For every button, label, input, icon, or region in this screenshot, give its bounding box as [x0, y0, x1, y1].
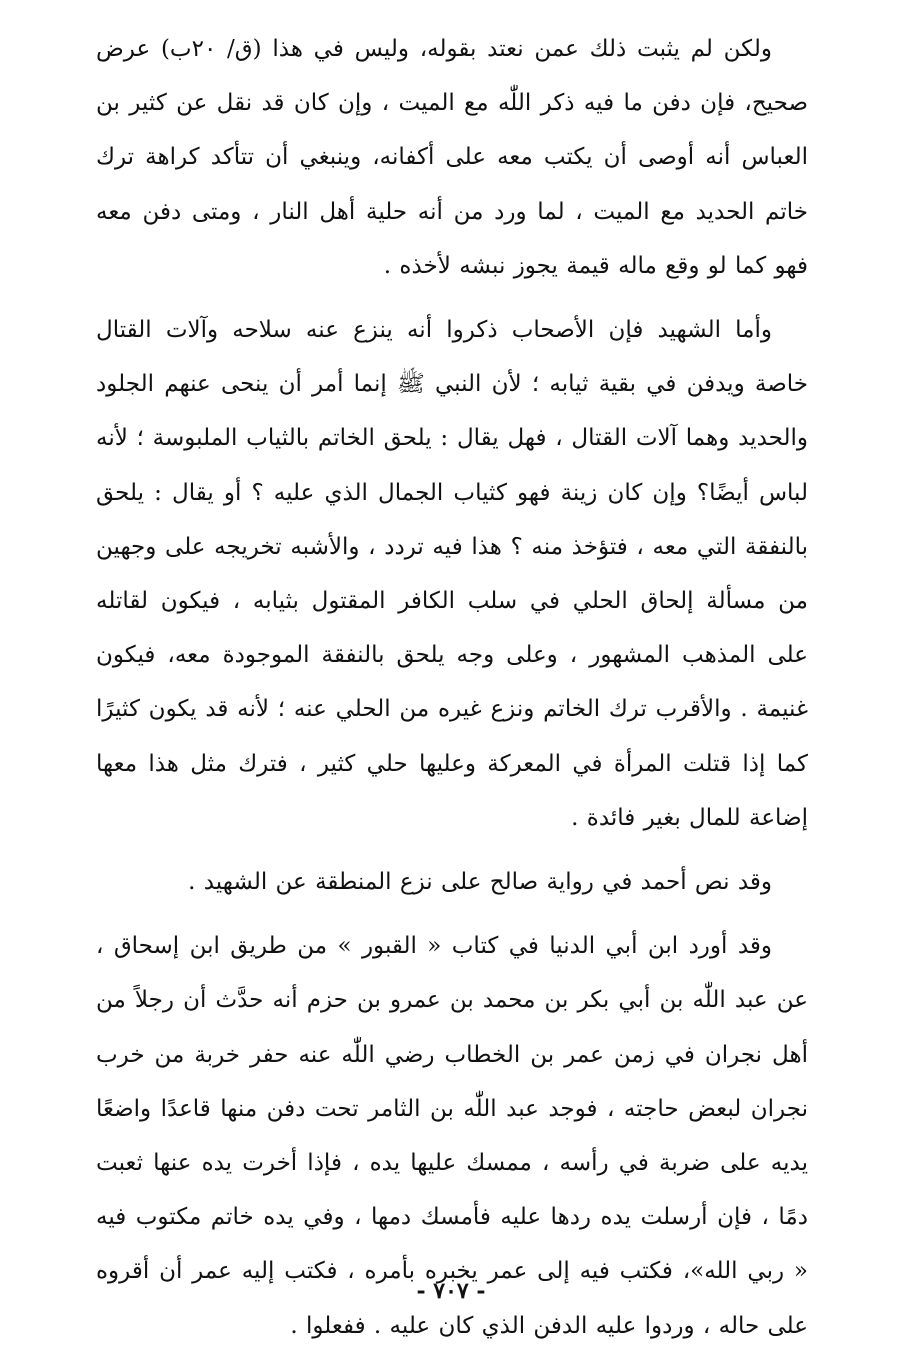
paragraph-4: وقد أورد ابن أبي الدنيا في كتاب « القبور » من طريق ابن إسحاق ، عن عبد اللّٰه بن أبي بكر بن محمد بن عمرو بن حزم أنه حدَّث أن رجلاً من أهل نجران في زمن عمر بن الخطاب رضي اللّٰه عنه حفر خربة من خرب نجران لبعض حاجته ، فوجد عبد اللّٰه بن الثامر تحت دفن منها قاعدًا واضعًا يديه على ضربة في رأسه ، ممسك عليها يده ، فإذا أخرت يده عنها ثعبت دمًا ، فإن أرسلت يده ردها عليه فأمسك دمها ، وفي يده خاتم مكتوب فيه « ربي الله»، فكتب فيه إلى عمر يخبره بأمره ، فكتب إليه عمر أن أقروه على حاله ، وردوا عليه الدفن الذي كان عليه . ففعلوا . — [96, 933, 808, 1339]
paragraph-2: وأما الشهيد فإن الأصحاب ذكروا أنه ينزع عنه سلاحه وآلات القتال خاصة ويدفن في بقية ثيابه ؛ لأن النبي ﷺ إنما أمر أن ينحى عنهم الجلود والحديد وهما آلات القتال ، فهل يقال : يلحق الخاتم بالثياب الملبوسة ؛ لأنه لباس أيضًا؟ وإن كان زينة فهو كثياب الجمال الذي عليه ؟ أو يقال : يلحق بالنفقة التي معه ، فتؤخذ منه ؟ هذا فيه تردد ، والأشبه تخريجه على وجهين من مسألة إلحاق الحلي في سلب الكافر المقتول بثيابه ، فيكون لقاتله على المذهب المشهور ، وعلى وجه يلحق بالنفقة الموجودة معه، فيكون غنيمة . والأقرب ترك الخاتم ونزع غيره من الحلي عنه ؛ لأنه قد يكون كثيرًا كما إذا قتلت المرأة في المعركة وعليها حلي كثير ، فترك مثل هذا معها إضاعة للمال بغير فائدة . — [96, 317, 808, 831]
paragraph-1: ولكن لم يثبت ذلك عمن نعتد بقوله، وليس في هذا (ق/ ٢٠ب) عرض صحيح، فإن دفن ما فيه ذكر اللّٰه مع الميت ، وإن كان قد نقل عن كثير بن العباس أنه أوصى أن يكتب معه على أكفانه، وينبغي أن تتأكد كراهة ترك خاتم الحديد مع الميت ، لما ورد من أنه حلية أهل النار ، ومتى دفن معه فهو كما لو وقع ماله قيمة يجوز نبشه لأخذه . — [96, 36, 808, 279]
body-text — [96, 22, 808, 1353]
paragraph-3: وقد نص أحمد في رواية صالح على نزع المنطقة عن الشهيد . — [188, 869, 772, 896]
page-number: - ٧٠٧ - — [416, 1278, 486, 1304]
